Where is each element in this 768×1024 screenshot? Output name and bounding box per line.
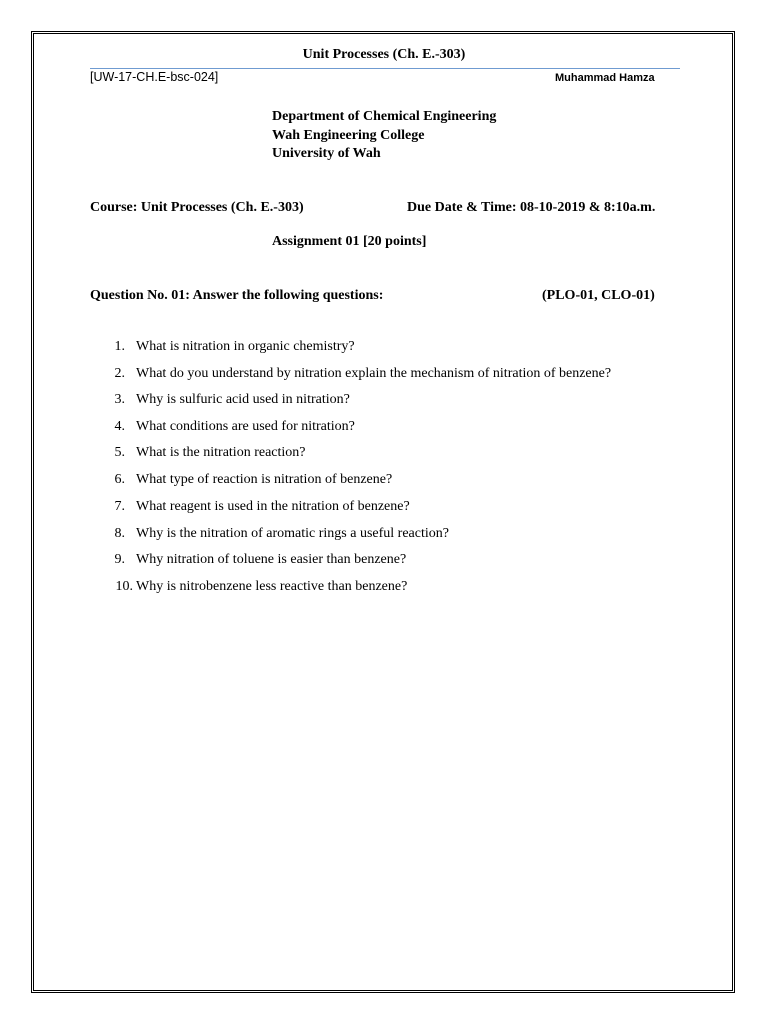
list-item-number: 3.: [114, 392, 125, 407]
list-item-number: 10.: [115, 579, 133, 594]
header-course-title: Unit Processes (Ch. E.-303): [302, 47, 466, 62]
assignment-title: Assignment 01 [20 points]: [272, 234, 427, 249]
list-item-number: 9.: [114, 552, 125, 567]
question-heading: Question No. 01: Answer the following questions:: [90, 288, 384, 303]
list-item-number: 6.: [114, 472, 125, 487]
list-item-text: Why nitration of toluene is easier than benzene?: [136, 552, 407, 567]
header-divider: [90, 68, 680, 69]
college-name: Wah Engineering College: [272, 128, 425, 143]
list-item-text: What do you understand by nitration explain the mechanism of nitration of benzene?: [136, 366, 612, 381]
list-item: [0, 419, 768, 439]
list-item: [0, 392, 768, 412]
list-item: [0, 526, 768, 546]
department-name: Department of Chemical Engineering: [272, 109, 497, 124]
list-item: [0, 445, 768, 465]
list-item-text: Why is the nitration of aromatic rings a useful reaction?: [136, 526, 449, 541]
list-item-number: 4.: [114, 419, 125, 434]
course-label: Course: Unit Processes (Ch. E.-303): [90, 200, 304, 215]
list-item-number: 7.: [114, 499, 125, 514]
list-item-text: What type of reaction is nitration of benzene?: [136, 472, 393, 487]
header-student-name: Muhammad Hamza: [555, 72, 655, 84]
list-item-number: 1.: [114, 339, 125, 354]
header-student-id: [UW-17-CH.E-bsc-024]: [90, 70, 219, 84]
list-item-text: What is nitration in organic chemistry?: [136, 339, 355, 354]
list-item: [0, 366, 768, 386]
list-item-text: What reagent is used in the nitration of benzene?: [136, 499, 410, 514]
list-item: [0, 499, 768, 519]
list-item-text: What is the nitration reaction?: [136, 445, 306, 460]
list-item: [0, 579, 768, 599]
list-item-number: 2.: [114, 366, 125, 381]
list-item: [0, 472, 768, 492]
list-item-number: 8.: [114, 526, 125, 541]
list-item: [0, 552, 768, 572]
list-item-number: 5.: [114, 445, 125, 460]
university-name: University of Wah: [272, 146, 381, 161]
list-item: [0, 339, 768, 359]
list-item-text: What conditions are used for nitration?: [136, 419, 355, 434]
due-date-label: Due Date & Time: 08-10-2019 & 8:10a.m.: [407, 200, 656, 215]
list-item-text: Why is nitrobenzene less reactive than benzene?: [136, 579, 408, 594]
list-item-text: Why is sulfuric acid used in nitration?: [136, 392, 350, 407]
question-outcomes: (PLO-01, CLO-01): [542, 288, 655, 303]
